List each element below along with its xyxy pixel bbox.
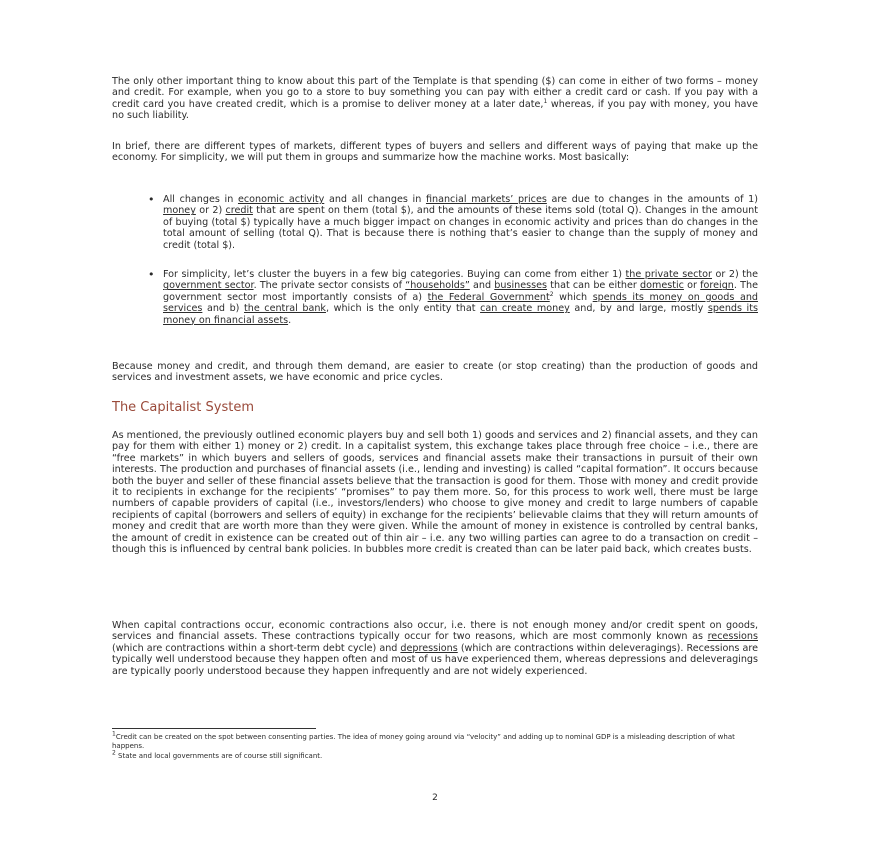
bullet-item-buyers: For simplicity, let’s cluster the buyers in a few big categories. Buying can come from either 1) the private sector or 2) the government sector. The private sector consists of “households” and businesses that can be either domestic or foreign. The government sector most importantly consists of a) the Federal Government$^2$ which spends its money on goods and services and b) the central bank, which is the only entity that can create money and, by and large, mostly spends its money on financial assets. — [163, 269, 759, 326]
link-recessions: recessions — [707, 631, 758, 643]
section-heading: The Capitalist System — [112, 400, 254, 415]
link-foreign: foreign — [700, 280, 734, 292]
link-households: “households” — [405, 280, 470, 292]
paragraph-money-and-credit: The only other important thing to know about this part of the Template is that spending ($) can come in either of two forms – money and credit. For example, when you go to a store to buy something you can pay with either a credit card or cash. If you pay with a credit card you have created credit, which is a promise to deliver money at a later date,$^1$ whereas, if you pay with money, you have no such liability. — [112, 76, 758, 122]
footnote-ref-1[interactable]: 1 — [543, 97, 548, 105]
link-spends-money-financial: spends its money on financial assets — [163, 303, 758, 326]
paragraph-contractions: When capital contractions occur, economic contractions also occur, i.e. there is not enough money and/or credit spent on goods, services and financial assets. These contractions typically occur for two reasons, which are most commonly known as recessions (which are contractions within a short-term debt cycle) and depressions (which are contractions within deleveragings). Recessions are typically well understood because they happen often and most of us have experienced them, whereas depressions and deleveragings are typically poorly understood because they happen infrequently and are not widely experienced. — [112, 620, 758, 677]
link-federal-government: the Federal Government — [427, 291, 550, 303]
bullet-marker: • — [148, 268, 155, 281]
footnote-number: 2 — [112, 749, 116, 757]
footnote-ref-2[interactable]: 2 — [549, 290, 554, 298]
bullet-marker: • — [148, 193, 155, 206]
link-financial-markets-prices: financial markets’ prices — [425, 194, 547, 205]
footnote-divider — [112, 728, 316, 729]
link-depressions: depressions — [400, 642, 458, 654]
link-economic-activity: economic activity — [237, 194, 325, 205]
link-domestic: domestic — [640, 280, 684, 292]
link-central-bank: the central bank — [243, 303, 326, 315]
link-credit: credit — [225, 205, 253, 217]
link-government-sector: government sector — [163, 280, 254, 292]
paragraph-in-brief: In brief, there are different types of markets, different types of buyers and sellers and different ways of paying that make up the economy. For simplicity, we will put them in groups and summarize how the machine works. Most basically: — [112, 141, 758, 164]
page-number: 2 — [432, 793, 438, 803]
link-businesses: businesses — [494, 280, 548, 292]
footnote-1: $^1$Credit can be created on the spot between consenting parties. The idea of money going around via “velocity” and adding up to nominal GDP is a misleading description of what happens. — [112, 730, 735, 750]
footnote-number: 1 — [112, 730, 116, 738]
paragraph-cycles: Because money and credit, and through them demand, are easier to create (or stop creating) than the production of goods and services and investment assets, we have economic and price cycles. — [112, 361, 758, 384]
link-spends-money-goods: spends its money on goods and services — [163, 291, 759, 315]
link-create-money: can create money — [480, 303, 570, 315]
link-private-sector: the private sector — [625, 269, 712, 280]
footnote-2: $^2$ State and local governments are of course still significant. — [112, 749, 323, 760]
paragraph-capitalist-system: As mentioned, the previously outlined economic players buy and sell both 1) goods and services and 2) financial assets, and they can pay for them with either 1) money or 2) credit. In a capitalist system, this exchange takes place through free choice – i.e., there are “free markets” in which buyers and sellers of goods, services and financial assets make their transactions in pursuit of their own interests. The production and purchases of financial assets (i.e., lending and investing) is called “capital formation”. It occurs because both the buyer and seller of these financial assets believe that the transaction is good for them. Those with money and credit provide it to recipients in exchange for the recipients’ “promises” to pay them more. So, for this process to work well, there must be large numbers of capable providers of capital (i.e., investors/lenders) who choose to give money and credit to large numbers of capable recipients of capital (borrowers and sellers of equity) in exchange for the recipients’ believable claims that they will return amounts of money and credit that are worth more than they were given. While the amount of money in existence is controlled by central banks, the amount of credit in existence can be created out of thin air – i.e. any two willing parties can agree to do a transaction on credit – though this is influenced by central bank policies. In bubbles more credit is created than can be later paid back, which creates busts. — [112, 430, 758, 556]
link-money: money — [163, 205, 196, 217]
bullet-item-changes: All changes in economic activity and all changes in financial markets’ prices are due to changes in the amounts of 1) money or 2) credit that are spent on them (total $), and the amounts of these items sold (total Q). Changes in the amount of buying (total $) typically have a much bigger impact on changes in economic activity and prices than do changes in the total amount of selling (total Q). That is because there is nothing that’s easier to change than the supply of money and credit (total $). — [163, 194, 759, 251]
